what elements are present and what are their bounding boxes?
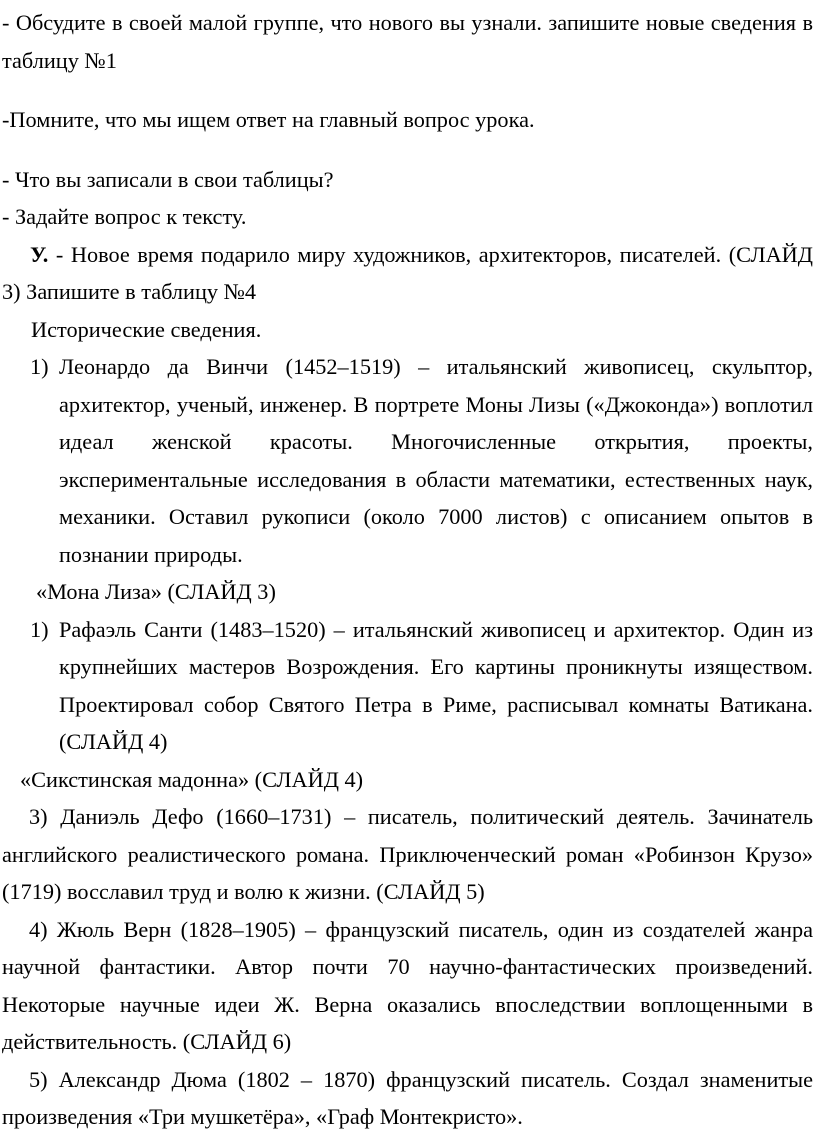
list-number: 1): [30, 354, 49, 379]
question-ask-about-text: - Задайте вопрос к тексту.: [2, 204, 247, 229]
list-number: 1): [30, 616, 49, 642]
list-item-jules-verne: 4) Жюль Верн (1828–1905) – французский писатель, один из создателей жанра научной фантастики. Автор почти 70 научно-фантастических произведений. Некоторые научные идеи Ж. Верна оказались впоследствии воплощенными в действительность. (СЛАЙД 6): [2, 916, 813, 1054]
list-item-alexandre-dumas: 5) Александр Дюма (1802 – 1870) французский писатель. Создал знаменитые произведения «Три мушкетёра», «Граф Монтекристо».: [2, 1066, 813, 1129]
list-item-raphael-santi: 1) Рафаэль Санти (1483–1520) – итальянский живописец и архитектор. Один из крупнейших мастеров Возрождения. Его картины проникнуты изяществом. Проектировал собор Святого Петра в Риме, расписывал комнаты Ватикана. (СЛАЙД 4): [2, 611, 813, 761]
heading-historical-facts: Исторические сведения.: [31, 316, 262, 342]
list-item-daniel-defoe: 3) Даниэль Дефо (1660–1731) – писатель, политический деятель. Зачинатель английского реалистического романа. Приключенческий роман «Робинзон Крузо» (1719) восславил труд и волю к жизни. (СЛАЙД 5): [2, 804, 813, 904]
question-what-wrote-in-tables: - Что вы записали в свои таблицы?: [2, 166, 334, 192]
list-item-leonardo-da-vinci: 1) Леонардо да Винчи (1452–1519) – итальянский живописец, скульптор, архитектор, ученый, инженер. В портрете Моны Лизы («Джоконда») воплотил идеал женской красоты. Многочисленные открытия, проекты, экспериментальные исследования в области математики, естественных наук, механики. Оставил рукописи (около 7000 листов) с описанием опытов в познании природы.: [2, 348, 813, 573]
instruction-discuss-groups: - Обсудите в своей малой группе, что нового вы узнали. запишите новые сведения в таблицу №1: [2, 10, 813, 73]
caption-mona-lisa: «Мона Лиза» (СЛАЙД 3): [36, 579, 276, 604]
document-page: [2, 4, 813, 1136]
instruction-remember-main-question: -Помните, что мы ищем ответ на главный вопрос урока.: [2, 107, 535, 132]
teacher-line-new-time: У. - Новое время подарило миру художников, архитекторов, писателей. (СЛАЙД 3) Запишите в таблицу №4: [2, 241, 813, 304]
caption-sistine-madonna: «Сикстинская мадонна» (СЛАЙД 4): [20, 766, 364, 792]
speaker-label: У.: [30, 241, 49, 267]
